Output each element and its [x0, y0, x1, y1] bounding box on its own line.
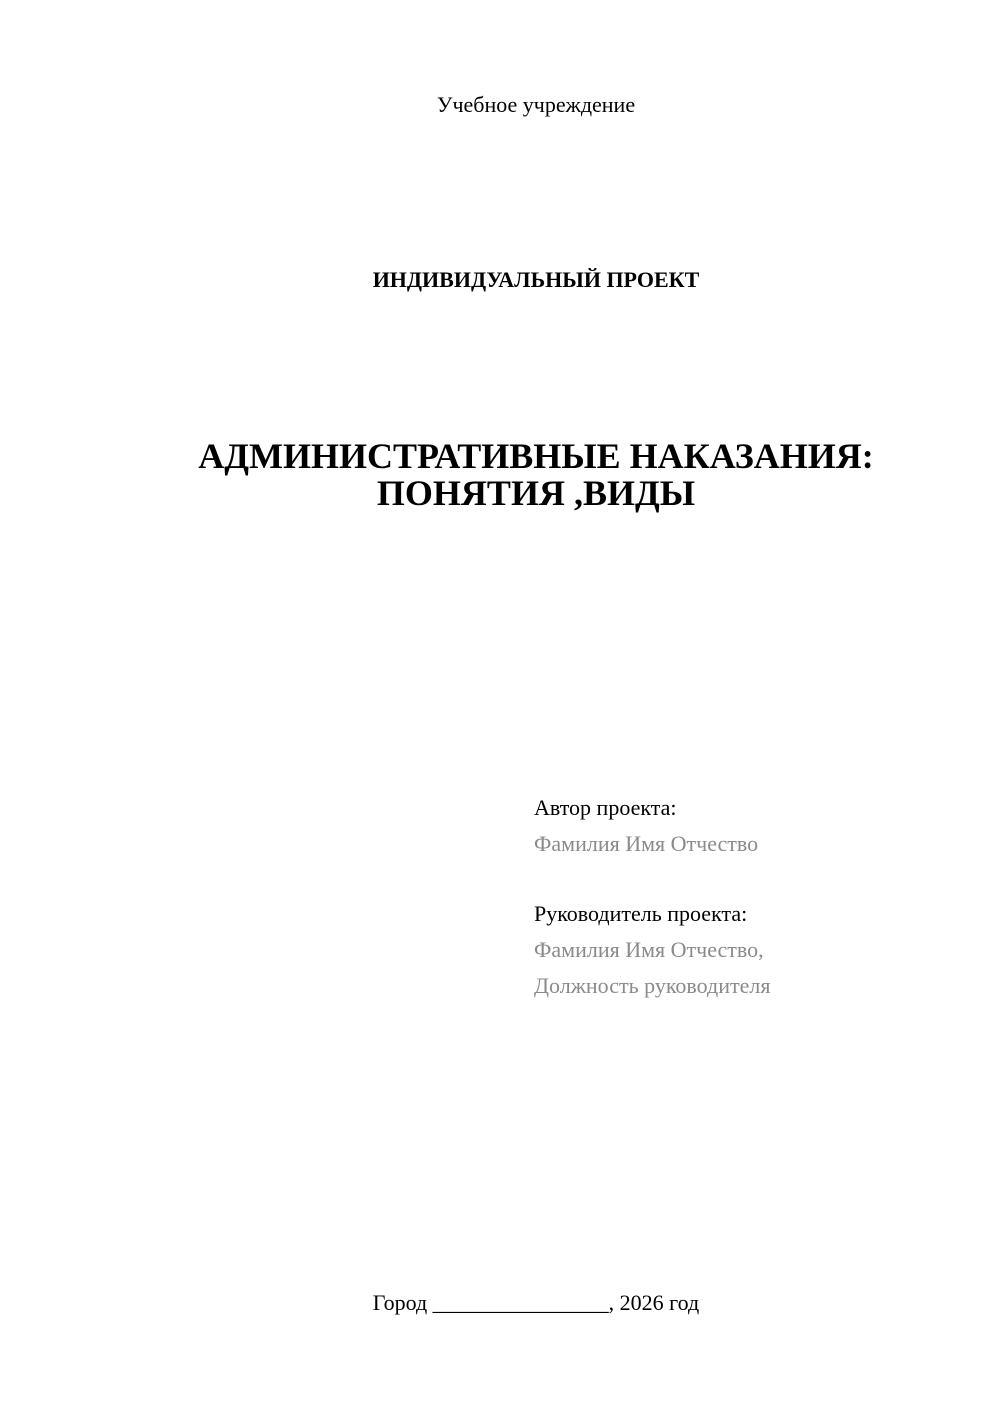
author-name: Фамилия Имя Отчество: [534, 831, 759, 856]
supervisor-name: Фамилия Имя Отчество,: [534, 937, 764, 962]
author-label: Автор проекта:: [534, 795, 677, 820]
project-title-line-1: АДМИНИСТРАТИВНЫЕ НАКАЗАНИЯ:: [198, 436, 874, 476]
project-title-line-2: ПОНЯТИЯ ,ВИДЫ: [376, 473, 696, 513]
document-type-heading: ИНДИВИДУАЛЬНЫЙ ПРОЕКТ: [372, 267, 700, 292]
institution-name: Учебное учреждение: [436, 92, 636, 117]
info-spacer: [534, 862, 770, 896]
project-title: [0, 438, 1000, 512]
supervisor-label: Руководитель проекта:: [534, 901, 748, 926]
supervisor-position: Должность руководителя: [534, 973, 771, 998]
city-year-footer: Город ________________, 2026 год: [372, 1290, 700, 1315]
project-info-block: [534, 790, 770, 1004]
